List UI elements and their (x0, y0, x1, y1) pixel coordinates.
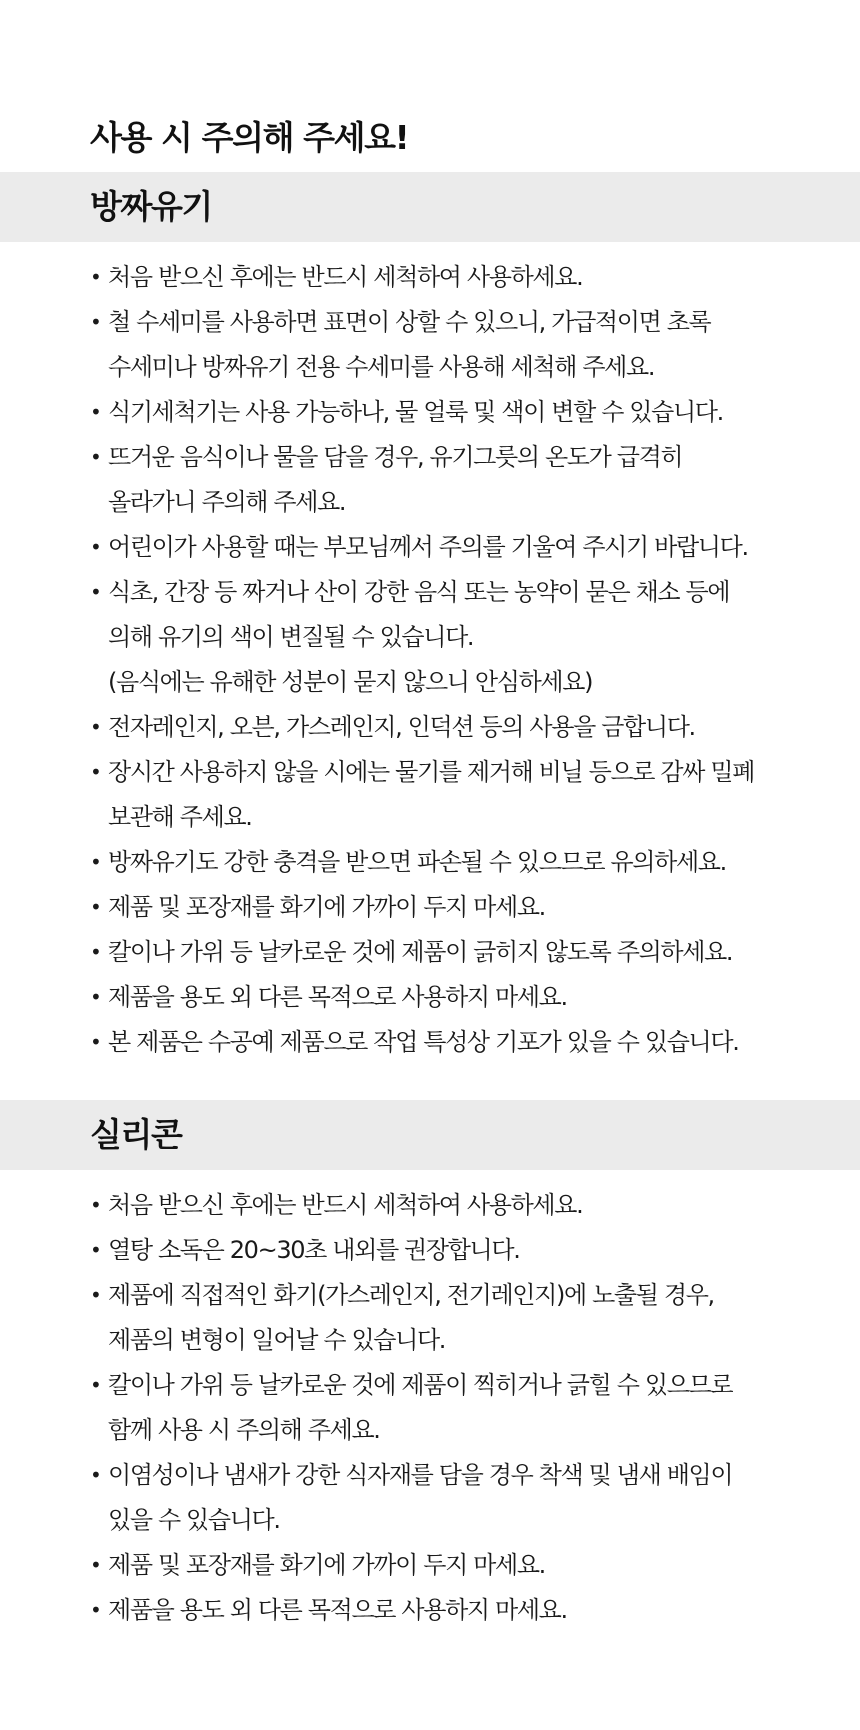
caution-item (90, 255, 850, 300)
caution-item-text: 제품 및 포장재를 화기에 가까이 두지 마세요. (108, 893, 545, 921)
caution-item-text: 뜨거운 음식이나 물을 담을 경우, 유기그릇의 온도가 급격히 (108, 443, 683, 471)
caution-item-text: 의해 유기의 색이 변질될 수 있습니다. (108, 623, 474, 651)
page-title: 사용 시 주의해 주세요! (90, 118, 409, 157)
caution-list-silicone (90, 1183, 850, 1633)
bullet-icon: • (90, 760, 101, 784)
caution-item (90, 1020, 850, 1065)
caution-item (90, 570, 850, 705)
caution-item-text: 식초, 간장 등 짜거나 산이 강한 음식 또는 농약이 묻은 채소 등에 (108, 578, 730, 606)
caution-item (90, 750, 850, 840)
bullet-icon: • (90, 1030, 101, 1054)
bullet-icon: • (90, 850, 101, 874)
caution-item (90, 525, 850, 570)
bullet-icon: • (90, 715, 101, 739)
caution-item-text: 방짜유기도 강한 충격을 받으면 파손될 수 있으므로 유의하세요. (108, 848, 726, 876)
caution-item-text: 수세미나 방짜유기 전용 수세미를 사용해 세척해 주세요. (108, 353, 655, 381)
caution-item (90, 1228, 850, 1273)
caution-item-text: 철 수세미를 사용하면 표면이 상할 수 있으니, 가급적이면 초록 (108, 308, 711, 336)
bullet-icon: • (90, 1283, 101, 1307)
caution-item-text: 칼이나 가위 등 날카로운 것에 제품이 찍히거나 긁힐 수 있으므로 (108, 1371, 733, 1399)
section-heading: 방짜유기 (90, 187, 212, 226)
caution-item-text: 칼이나 가위 등 날카로운 것에 제품이 긁히지 않도록 주의하세요. (108, 938, 733, 966)
caution-item (90, 435, 850, 525)
caution-item (90, 1588, 850, 1633)
caution-item-text: 있을 수 있습니다. (108, 1506, 280, 1534)
caution-item-text: 열탕 소독은 20~30초 내외를 권장합니다. (108, 1236, 520, 1264)
caution-item-text: 올라가니 주의해 주세요. (108, 488, 346, 516)
caution-item-text: 본 제품은 수공예 제품으로 작업 특성상 기포가 있을 수 있습니다. (108, 1028, 739, 1056)
bullet-icon: • (90, 580, 101, 604)
caution-item-text: 식기세척기는 사용 가능하나, 물 얼룩 및 색이 변할 수 있습니다. (108, 398, 723, 426)
caution-item-text: 장시간 사용하지 않을 시에는 물기를 제거해 비닐 등으로 감싸 밀폐 (108, 758, 755, 786)
bullet-icon: • (90, 445, 101, 469)
bullet-icon: • (90, 1463, 101, 1487)
bullet-icon: • (90, 985, 101, 1009)
caution-item-text: 어린이가 사용할 때는 부모님께서 주의를 기울여 주시기 바랍니다. (108, 533, 748, 561)
bullet-icon: • (90, 1238, 101, 1262)
caution-item-text: 제품 및 포장재를 화기에 가까이 두지 마세요. (108, 1551, 545, 1579)
bullet-icon: • (90, 895, 101, 919)
bullet-icon: • (90, 535, 101, 559)
caution-list-bangjja-yugi (90, 255, 850, 1065)
bullet-icon: • (90, 940, 101, 964)
caution-item-text: 처음 받으신 후에는 반드시 세척하여 사용하세요. (108, 1191, 583, 1219)
section-header-bangjja-yugi (0, 172, 860, 242)
bullet-icon: • (90, 1193, 101, 1217)
bullet-icon: • (90, 1373, 101, 1397)
caution-item-text: 제품에 직접적인 화기(가스레인지, 전기레인지)에 노출될 경우, (108, 1281, 714, 1309)
caution-item (90, 840, 850, 885)
caution-item (90, 930, 850, 975)
bullet-icon: • (90, 1553, 101, 1577)
bullet-icon: • (90, 265, 101, 289)
caution-item-text: (음식에는 유해한 성분이 묻지 않으니 안심하세요) (108, 668, 593, 696)
caution-item-text: 처음 받으신 후에는 반드시 세척하여 사용하세요. (108, 263, 583, 291)
caution-item-text: 이염성이나 냄새가 강한 식자재를 담을 경우 착색 및 냄새 배임이 (108, 1461, 733, 1489)
caution-item (90, 705, 850, 750)
caution-item (90, 885, 850, 930)
bullet-icon: • (90, 400, 101, 424)
caution-item (90, 975, 850, 1020)
caution-item-text: 제품의 변형이 일어날 수 있습니다. (108, 1326, 446, 1354)
bullet-icon: • (90, 310, 101, 334)
caution-item (90, 1183, 850, 1228)
caution-item-text: 제품을 용도 외 다른 목적으로 사용하지 마세요. (108, 1596, 567, 1624)
section-heading: 실리콘 (90, 1115, 182, 1154)
caution-item (90, 1453, 850, 1543)
caution-item-text: 제품을 용도 외 다른 목적으로 사용하지 마세요. (108, 983, 567, 1011)
caution-item-text: 함께 사용 시 주의해 주세요. (108, 1416, 380, 1444)
caution-item (90, 300, 850, 390)
caution-item (90, 1273, 850, 1363)
caution-item (90, 1543, 850, 1588)
section-header-silicone (0, 1100, 860, 1170)
caution-item (90, 390, 850, 435)
caution-item-text: 전자레인지, 오븐, 가스레인지, 인덕션 등의 사용을 금합니다. (108, 713, 695, 741)
bullet-icon: • (90, 1598, 101, 1622)
caution-item (90, 1363, 850, 1453)
caution-item-text: 보관해 주세요. (108, 803, 252, 831)
